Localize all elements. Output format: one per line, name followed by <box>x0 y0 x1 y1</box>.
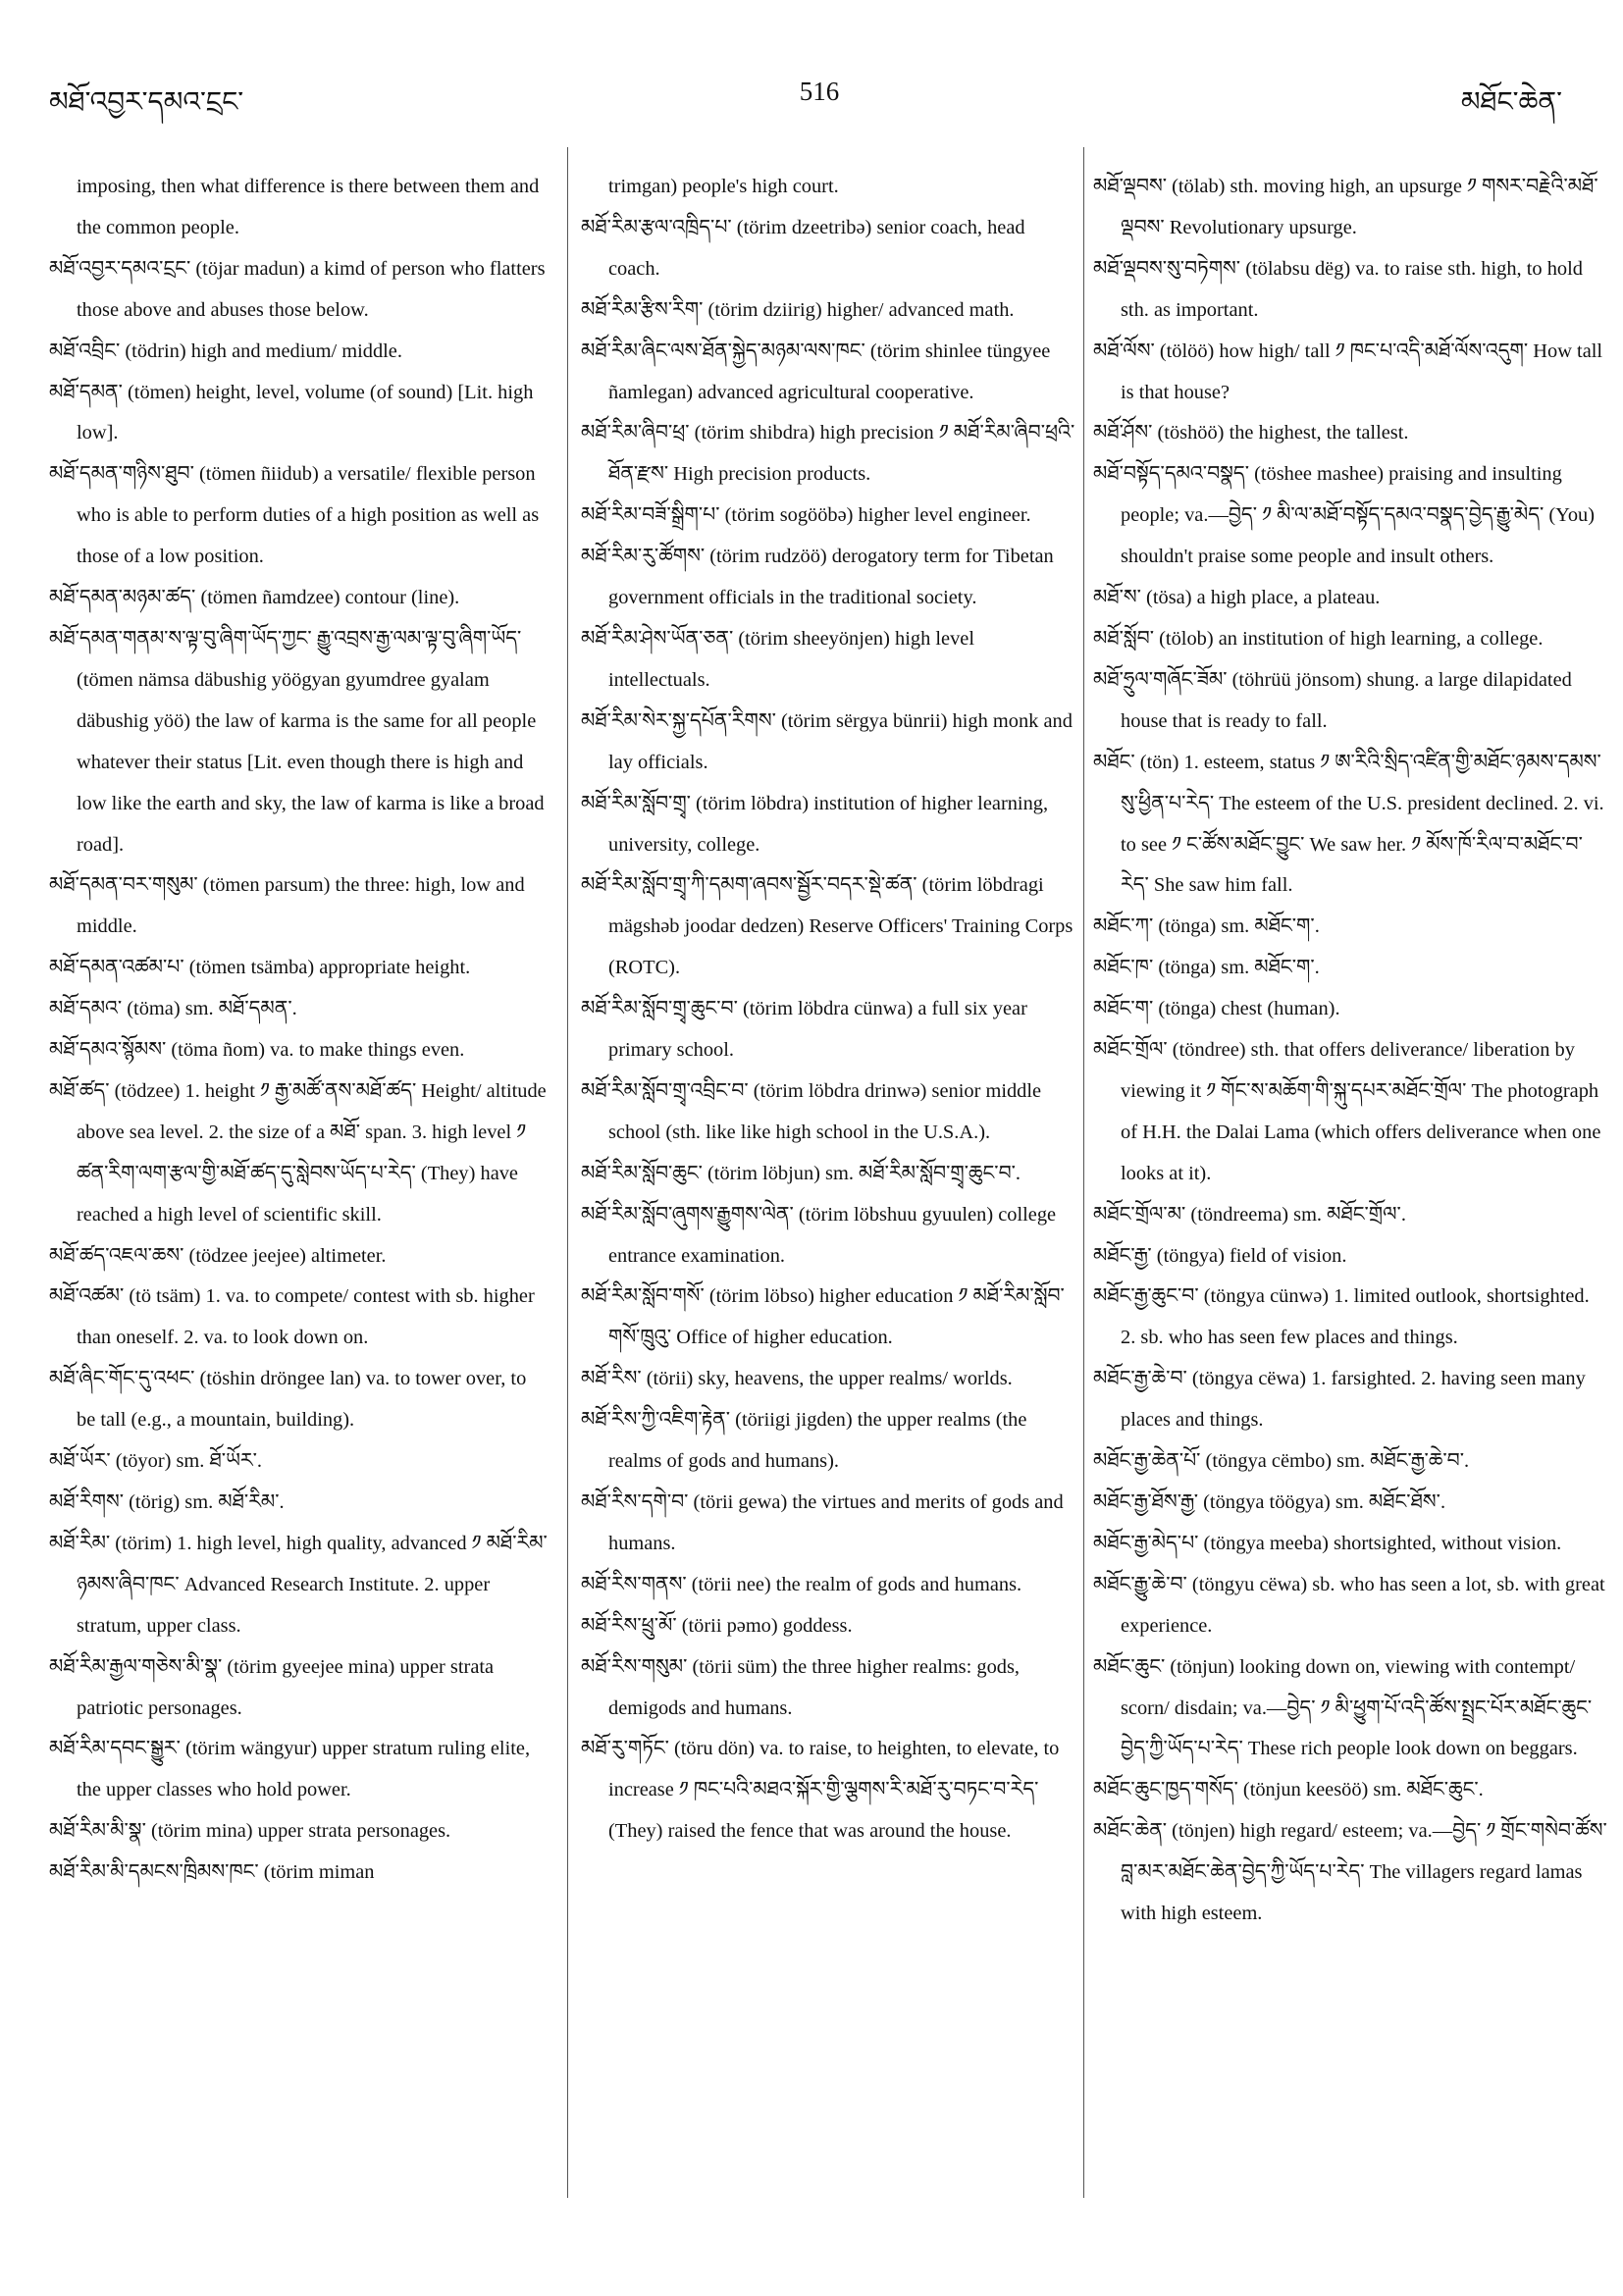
right-guideword: མཐོང་ཆེན་ <box>1460 87 1562 118</box>
dictionary-entry: མཐོ་རིས་ཀྱི་འཇིག་རྟེན་ (töriigi jigden) the upper realms (the realms of gods and humans). <box>581 1409 1027 1473</box>
dictionary-entry: མཐོང་ག་ (tönga) chest (human). <box>1093 998 1340 1020</box>
dictionary-entry: མཐོ་རིམ་དབང་སྒྱུར་ (törim wängyur) upper stratum ruling elite, the upper classes who hold power. <box>49 1738 531 1801</box>
dictionary-entry: མཐོ་རིམ་ཤེས་ཡོན་ཅན་ (törim sheeyönjen) high level intellectuals. <box>581 627 974 691</box>
dictionary-entry: མཐོང་གྲོལ་མ་ (töndreema) sm. མཐོང་གྲོལ་. <box>1093 1203 1406 1226</box>
dictionary-entry: མཐོང་ཆུང་ཁྱད་གསོད་ (tönjun keesöö) sm. མཐོང་ཆུང་. <box>1093 1779 1484 1801</box>
dictionary-entry: མཐོ་དམན་གཉིས་ཐུབ་ (tömen ñiidub) a versatile/ flexible person who is able to perform duties of a high position as well as those of a low position. <box>49 463 540 568</box>
dictionary-entry: མཐོ་རིམ་སློབ་ཞུགས་རྒྱུགས་ལེན་ (törim löbshuu gyuulen) college entrance examination. <box>581 1203 1057 1267</box>
dictionary-entry: མཐོ་རིམ་ (törim) 1. high level, high quality, advanced ༡ མཐོ་རིམ་ཉམས་ཞིབ་ཁང་ Advanced Research Institute. 2. upper stratum, upper class. <box>49 1532 548 1637</box>
dictionary-entry: མཐོ་དམའ་སྙོམས་ (töma ñom) va. to make things even. <box>49 1039 465 1062</box>
dictionary-entry: མཐོ་སློབ་ (tölob) an institution of high learning, a college. <box>1093 627 1544 650</box>
dictionary-entry: མཐོ་འཚམ་ (tö tsäm) 1. va. to compete/ contest with sb. higher than oneself. 2. va. to look down on. <box>49 1285 535 1349</box>
dictionary-entry: མཐོ་རིམ་མི་དམངས་ཁྲིམས་ཁང་ (törim miman <box>49 1861 375 1884</box>
dictionary-entry: མཐོ་ལོས་ (tölöö) how high/ tall ༡ ཁང་པ་འདི་མཐོ་ལོས་འདུག་ How tall is that house? <box>1093 339 1603 403</box>
dictionary-entry: མཐོ་ས་ (tösa) a high place, a plateau. <box>1093 587 1381 609</box>
dictionary-entry: མཐོ་དམན་བར་གསུམ་ (tömen parsum) the three: high, low and middle. <box>49 874 525 938</box>
dictionary-entry: མཐོ་འབྲིང་ (tödrin) high and medium/ middle. <box>49 339 402 362</box>
dictionary-entry: མཐོ་ལྡབས་སུ་བཏེགས་ (tölabsu dëg) va. to raise sth. high, to hold sth. as important. <box>1093 257 1583 321</box>
dictionary-entry: མཐོ་དམན་འཚམ་པ་ (tömen tsämba) appropriate height. <box>49 957 471 979</box>
dictionary-entry: མཐོང་རྒྱ་ཆེ་བ་ (töngya cëwa) 1. farsighted. 2. having seen many places and things. <box>1093 1368 1586 1432</box>
dictionary-entry: མཐོ་རིམ་སློབ་གསོ་ (törim löbso) higher education ༡ མཐོ་རིམ་སློབ་གསོ་ཁྲུའུ་ Office of higher education. <box>581 1285 1065 1349</box>
dictionary-entry: མཐོང་རྒྱ་ཆུང་བ་ (töngya cünwə) 1. limited outlook, shortsighted. 2. sb. who has seen few places and things. <box>1093 1285 1590 1349</box>
dictionary-entry: མཐོང་ཆེན་ (tönjen) high regard/ esteem; va.—བྱེད་ ༡ གྲོང་གསེབ་ཚོས་བླ་མར་མཐོང་ཆེན་བྱེད་ཀྱི་ཡོད་པ་རེད་ The villagers regard lamas with high esteem. <box>1093 1820 1607 1925</box>
dictionary-entry: མཐོ་རིས་ཕྲུ་མོ་ (törii pəmo) goddess. <box>581 1614 853 1637</box>
dictionary-entry: མཐོང་རྒྱ་ (töngya) field of vision. <box>1093 1244 1347 1267</box>
column-divider <box>1083 147 1084 2198</box>
dictionary-entry: མཐོ་རིམ་རྩིས་རིག་ (törim dziirig) higher/ advanced math. <box>581 298 1015 321</box>
dictionary-entry: མཐོ་རིམ་སློབ་གྲྭ་ཀི་དམག་ཞབས་སྦྱོར་བདར་སྡེ་ཚན་ (törim löbdragi mägshəb joodar dedzen) Reserve Officers' Training Corps (ROTC). <box>581 874 1073 979</box>
dictionary-entry: མཐོང་རྒྱུ་ཆེ་བ་ (töngyu cëwa) sb. who has seen a lot, sb. with great experience. <box>1093 1573 1605 1637</box>
dictionary-entry: མཐོ་རིགས་ (törig) sm. མཐོ་རིམ་. <box>49 1491 285 1513</box>
column-middle <box>581 167 1077 2218</box>
dictionary-entry: མཐོ་རིས་གནས་ (törii nee) the realm of gods and humans. <box>581 1573 1022 1595</box>
dictionary-entry: མཐོ་ཤོས་ (töshöö) the highest, the tallest. <box>1093 422 1409 444</box>
dictionary-entry: མཐོ་རིམ་བཟོ་སྒྲིག་པ་ (törim sogööbə) higher level engineer. <box>581 504 1031 527</box>
entry-continuation: trimgan) people's high court. <box>608 176 839 197</box>
dictionary-entry: མཐོ་རིམ་སེར་སྐྱ་དཔོན་རིགས་ (törim sërgya bünrii) high monk and lay officials. <box>581 709 1073 773</box>
dictionary-entry: མཐོ་རུ་གཏོང་ (töru dön) va. to raise, to heighten, to elevate, to increase ༡ ཁང་པའི་མཐའ་སྐོར་གྱི་ལྕགས་རི་མཐོ་རུ་བཏང་བ་རེད་ (They) raised the fence that was around the house. <box>581 1738 1060 1843</box>
column-divider <box>567 147 568 2198</box>
dictionary-entry: མཐོ་རིམ་སློབ་གྲྭ་ཆུང་བ་ (törim löbdra cünwa) a full six year primary school. <box>581 998 1027 1062</box>
entry-continuation: imposing, then what difference is there between them and the common people. <box>77 176 540 238</box>
dictionary-entry: མཐོ་ཚད་ (tödzee) 1. height ༡ རྒྱ་མཚོ་ནས་མཐོ་ཚད་ Height/ altitude above sea level. 2. the size of a མཐོ་ span. 3. high level ༡ ཚན་རིག་ལག་རྩལ་གྱི་མཐོ་ཚད་དུ་སླེབས་ཡོད་པ་རེད་ (They) have reached a high level of scientific skill. <box>49 1079 547 1226</box>
dictionary-entry: མཐོ་རིམ་རྒྱལ་གཅེས་མི་སྣ་ (törim gyeejee mina) upper strata patriotic personages. <box>49 1655 495 1719</box>
page-number: 516 <box>799 77 840 106</box>
dictionary-entry: མཐོ་ཧྲུལ་གཞོང་ཟོམ་ (töhrüü jönsom) shung. a large dilapidated house that is ready to fall. <box>1093 668 1572 732</box>
dictionary-entry: མཐོང་རྒྱ་ཆེན་པོ་ (töngya cëmbo) sm. མཐོང་རྒྱ་ཆེ་བ་. <box>1093 1450 1470 1473</box>
dictionary-entry: མཐོང་ (tön) 1. esteem, status ༡ ཨ་རིའི་སྲིད་འཛིན་གྱི་མཐོང་ཉམས་དམས་སུ་ཕྱིན་པ་རེད་ The esteem of the U.S. president declined. 2. vi. to see ༡ ང་ཚོས་མཐོང་བྱུང་ We saw her. ༡ མོས་ཁོ་རིལ་བ་མཐོང་བ་རེད་ She saw him fall. <box>1093 751 1604 897</box>
dictionary-entry: མཐོ་རིམ་སློབ་གྲྭ་འབྲིང་བ་ (törim löbdra drinwə) senior middle school (sth. like like high school in the U.S.A.). <box>581 1079 1042 1143</box>
dictionary-entry: མཐོང་ཆུང་ (tönjun) looking down on, viewing with contempt/ scorn/ disdain; va.—བྱེད་ ༡ མི་ཕྱུག་པོ་འདི་ཚོས་སྤྲང་པོར་མཐོང་ཆུང་བྱེད་ཀྱི་ཡོད་པ་རེད་ These rich people look down on beggars. <box>1093 1655 1593 1760</box>
dictionary-entry: མཐོ་དམའ་ (töma) sm. མཐོ་དམན་. <box>49 998 297 1020</box>
dictionary-entry: མཐོ་ཡོར་ (töyor) sm. ཐོ་ཡོར་. <box>49 1450 262 1473</box>
dictionary-entry: མཐོ་རིས་ (törii) sky, heavens, the upper realms/ worlds. <box>581 1368 1013 1390</box>
dictionary-entry: མཐོང་གྲོལ་ (töndree) sth. that offers deliverance/ liberation by viewing it ༡ གོང་ས་མཆོག་གི་སྐུ་དཔར་མཐོང་གྲོལ་ The photograph of H.H. the Dalai Lama (which offers deliverance when one looks at it). <box>1093 1039 1601 1184</box>
left-guideword: མཐོ་འབྱར་དམའ་ངྲང་ <box>49 87 244 118</box>
dictionary-entry: མཐོ་དམན་མཉམ་ཚད་ (tömen ñamdzee) contour (line). <box>49 587 460 609</box>
dictionary-entry: མཐོ་འབྱར་དམའ་ངྲང་ (töjar madun) a kimd of person who flatters those above and abuses those below. <box>49 257 546 321</box>
dictionary-entry: མཐོ་རིས་གསུམ་ (törii süm) the three higher realms: gods, demigods and humans. <box>581 1655 1021 1719</box>
dictionary-entry: མཐོ་རིམ་སློབ་གྲྭ་ (törim löbdra) institution of higher learning, university, college. <box>581 792 1049 856</box>
dictionary-entry: མཐོ་རིས་དགེ་བ་ (törii gewa) the virtues and merits of gods and humans. <box>581 1491 1064 1554</box>
dictionary-entry: མཐོ་རིམ་ཞིབ་ཕྲ་ (törim shibdra) high precision ༡ མཐོ་རིམ་ཞིབ་ཕྲའི་ཐོན་རྫས་ High precision products. <box>581 422 1075 486</box>
dictionary-entry: མཐོང་ཁ་ (tönga) sm. མཐོང་ག་. <box>1093 957 1320 979</box>
dictionary-entry: མཐོ་ཞིང་གོང་དུ་འཕང་ (töshin dröngee lan) va. to tower over, to be tall (e.g., a mountain, building). <box>49 1368 527 1432</box>
dictionary-entry: མཐོ་ལྡབས་ (tölab) sth. moving high, an upsurge ༡ གསར་བརྗེའི་མཐོ་ལྡབས་ Revolutionary upsurge. <box>1093 176 1598 238</box>
dictionary-entry: མཐོ་རིམ་ཞིང་ལས་ཐོན་སྐྱེད་མཉམ་ལས་ཁང་ (törim shinlee tüngyee ñamlegan) advanced agricultural cooperative. <box>581 339 1051 403</box>
dictionary-entry: མཐོང་རྒྱ་མེད་པ་ (töngya meeba) shortsighted, without vision. <box>1093 1532 1562 1554</box>
dictionary-entry: མཐོ་ཚད་འཇལ་ཆས་ (tödzee jeejee) altimeter. <box>49 1244 387 1267</box>
dictionary-entry: མཐོ་དམན་ (tömen) height, level, volume (of sound) [Lit. high low]. <box>49 381 534 444</box>
dictionary-entry: མཐོ་དམན་གནམ་ས་ལྟ་བུ་ཞིག་ཡོད་ཀྱང་ རྒྱུ་འབྲས་རྒྱ་ལམ་ལྟ་བུ་ཞིག་ཡོད་ (tömen nämsa däbushig yöögyan gyumdree gyalam däbushig yöö) the law of karma is the same for all people whatever their status [Lit. even though there is high and low like the earth and sky, the law of karma is like a broad road]. <box>49 627 545 856</box>
dictionary-entry: མཐོ་རིམ་རུ་ཚོགས་ (törim rudzöö) derogatory term for Tibetan government officials in the traditional society. <box>581 546 1054 609</box>
column-left <box>49 167 550 2218</box>
column-right <box>1093 167 1608 2218</box>
dictionary-entry: མཐོ་རིམ་སློབ་ཆུང་ (törim löbjun) sm. མཐོ་རིམ་སློབ་གྲྭ་ཆུང་བ་. <box>581 1162 1021 1184</box>
dictionary-entry: མཐོ་རིམ་མི་སྣ་ (törim mina) upper strata personages. <box>49 1820 451 1843</box>
dictionary-entry: མཐོང་རྒྱ་ཐོས་རྒྱ་ (töngya töögya) sm. མཐོང་ཐོས་. <box>1093 1491 1446 1513</box>
dictionary-entry: མཐོ་རིམ་རྩལ་འཁྲིད་པ་ (törim dzeetribə) senior coach, head coach. <box>581 216 1025 280</box>
dictionary-entry: མཐོང་ཀ་ (tönga) sm. མཐོང་ག་. <box>1093 915 1320 938</box>
dictionary-entry: མཐོ་བསྟོད་དམའ་བསྣད་ (töshee mashee) praising and insulting people; va.—བྱེད་ ༡ མི་ལ་མཐོ་བསྟོད་དམའ་བསྣད་བྱེད་རྒྱུ་མེད་ (You) shouldn't praise some people and insult others. <box>1093 463 1596 568</box>
